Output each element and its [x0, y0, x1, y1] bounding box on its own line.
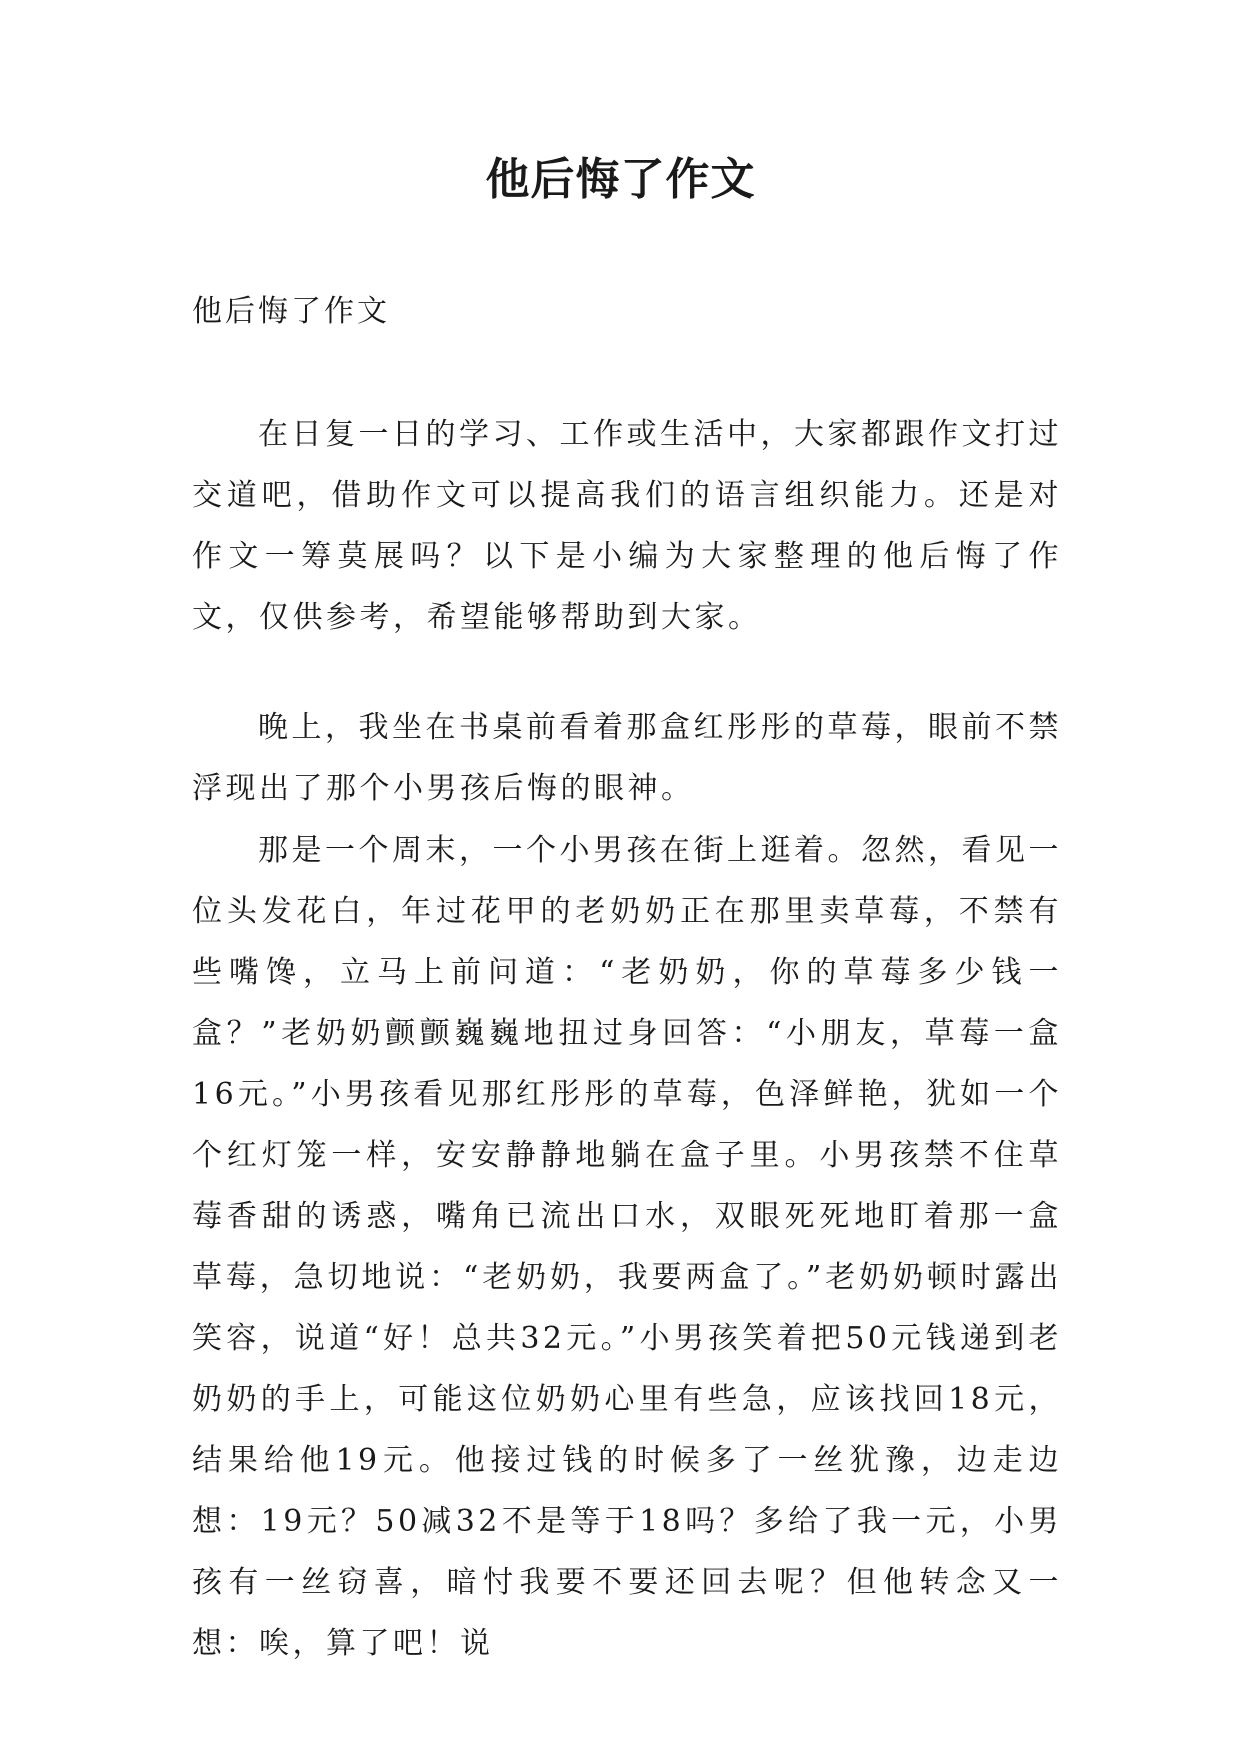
paragraph-evening: 晚上，我坐在书桌前看着那盒红彤彤的草莓，眼前不禁浮现出了那个小男孩后悔的眼神。 [192, 710, 1062, 806]
paragraph-intro: 在日复一日的学习、工作或生活中，大家都跟作文打过交道吧，借助作文可以提高我们的语言组织能力。还是对作文一筹莫展吗？以下是小编为大家整理的他后悔了作文，仅供参考，希望能够帮助到大家。 [192, 417, 1062, 635]
document-title: 他后悔了作文 [485, 154, 756, 205]
paragraph-story: 那是一个周末，一个小男孩在街上逛着。忽然，看见一位头发花白，年过花甲的老奶奶正在那里卖草莓，不禁有些嘴馋，立马上前问道：“老奶奶，你的草莓多少钱一盒？”老奶奶颤颤巍巍地扭过身回答：“小朋友，草莓一盒16元。”小男孩看见那红彤彤的草莓，色泽鲜艳，犹如一个个红灯笼一样，安安静静地躺在盒子里。小男孩禁不住草莓香甜的诱惑，嘴角已流出口水，双眼死死地盯着那一盒草莓，急切地说：“老奶奶，我要两盒了。”老奶奶顿时露出笑容，说道“好！总共32元。”小男孩笑着把50元钱递到老奶奶的手上，可能这位奶奶心里有些急，应该找回18元，结果给他19元。他接过钱的时候多了一丝犹豫，边走边想：19元？50减32不是等于18吗？多给了我一元，小男孩有一丝窃喜，暗忖我要不要还回去呢？但他转念又一想：唉，算了吧！说 [192, 833, 1062, 1661]
document-subtitle: 他后悔了作文 [192, 294, 390, 329]
